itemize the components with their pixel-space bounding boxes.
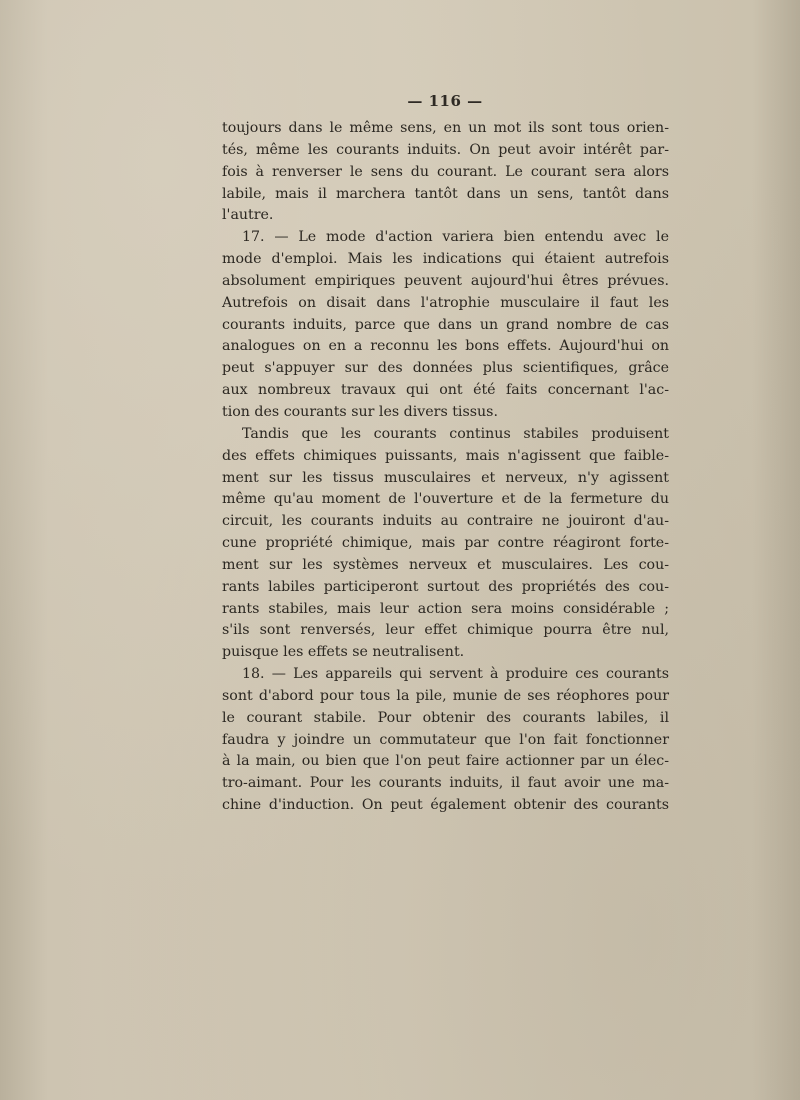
text-line: s'ils sont renversés, leur effet chimique pourra être nul, [222, 622, 669, 639]
text-line: rants stabiles, mais leur action sera moins considérable ; [222, 600, 669, 617]
text-line: Autrefois on disait dans l'atrophie musculaire il faut les [222, 294, 669, 311]
text-line: aux nombreux travaux qui ont été faits concernant l'ac- [222, 382, 669, 399]
text-line: faudra y joindre un commutateur que l'on fait fonctionner [222, 731, 669, 748]
text-line: tro-aimant. Pour les courants induits, il faut avoir une ma- [222, 775, 669, 792]
text-line: des effets chimiques puissants, mais n'agissent que faible- [222, 447, 669, 464]
text-line: puisque les effets se neutralisent. [222, 644, 465, 661]
text-line: Tandis que les courants continus stabiles produisent [242, 425, 669, 442]
text-line: cune propriété chimique, mais par contre réagiront forte- [222, 535, 669, 552]
text-line: à la main, ou bien que l'on peut faire actionner par un élec- [222, 753, 669, 770]
text-line: sont d'abord pour tous la pile, munie de ses réophores pour [222, 687, 669, 704]
text-line: ment sur les systèmes nerveux et musculaires. Les cou- [222, 556, 669, 573]
body-text [222, 118, 669, 817]
text-line: chine d'induction. On peut également obtenir des courants [222, 797, 669, 814]
text-line: toujours dans le même sens, en un mot ils sont tous orien- [222, 120, 669, 136]
text-line: même qu'au moment de l'ouverture et de la fermeture du [222, 491, 669, 508]
text-line: absolument empiriques peuvent aujourd'hui êtres prévues. [222, 272, 669, 289]
text-line: mode d'emploi. Mais les indications qui étaient autrefois [222, 251, 669, 268]
text-line: le courant stabile. Pour obtenir des courants labiles, il [222, 709, 669, 726]
text-line: tés, même les courants induits. On peut avoir intérêt par- [222, 141, 669, 158]
text-line: fois à renverser le sens du courant. Le courant sera alors [222, 163, 669, 180]
text-line: tion des courants sur les divers tissus. [222, 403, 498, 420]
text-line: ment sur les tissus musculaires et nerveux, n'y agissent [222, 469, 669, 486]
text-line: analogues on en a reconnu les bons effets. Aujourd'hui on [222, 338, 669, 355]
text-line: labile, mais il marchera tantôt dans un sens, tantôt dans [222, 185, 669, 202]
text-line: courants induits, parce que dans un grand nombre de cas [222, 316, 669, 333]
text-line: 18. — Les appareils qui servent à produire ces courants [242, 666, 669, 683]
page-number: — 116 — [407, 92, 483, 110]
text-line: circuit, les courants induits au contraire ne jouiront d'au- [222, 513, 669, 530]
text-line: l'autre. [222, 207, 274, 224]
text-line: 17. — Le mode d'action variera bien entendu avec le [242, 229, 669, 246]
text-line: rants labiles participeront surtout des propriétés des cou- [222, 578, 669, 595]
text-line: peut s'appuyer sur des données plus scientifiques, grâce [222, 360, 669, 377]
